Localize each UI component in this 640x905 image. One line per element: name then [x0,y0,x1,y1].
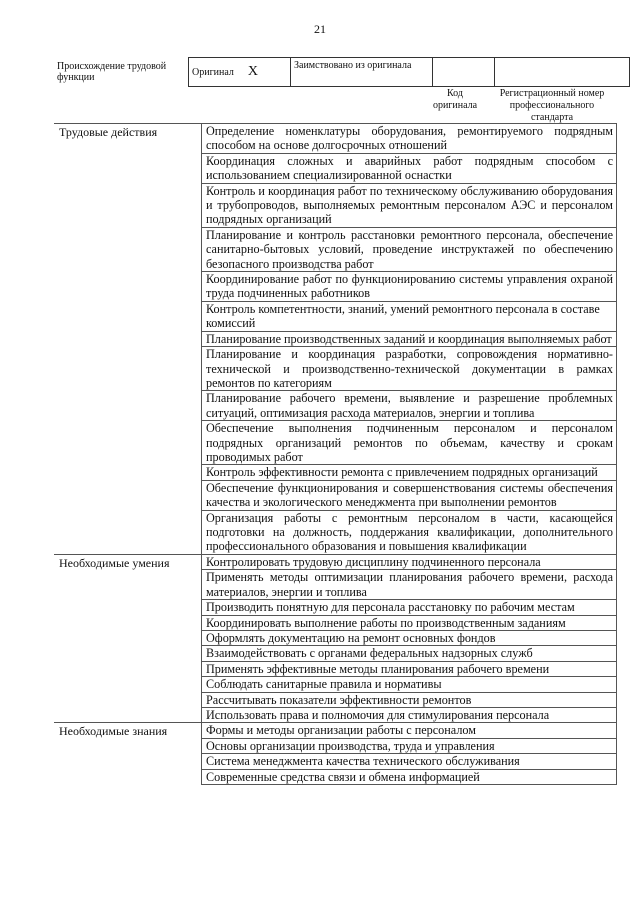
origin-table [54,57,630,87]
item-text: Формы и методы организации работы с персоналом [202,723,617,739]
code-label: Код оригинала [432,88,478,111]
section-cell [54,183,202,227]
table-row [54,272,617,302]
item-text: Обеспечение функционирования и совершенствования системы обеспечения качества и экологического менеджмента при выполнении ремонтов [202,480,617,510]
section-cell [54,153,202,183]
item-text: Планирование и контроль расстановки ремонтного персонала, обеспечение санитарно-бытовых условий, проведение инструктажей по обеспечению безопасного производства работ [202,227,617,271]
item-text: Планирование производственных заданий и координация выполняемых работ [202,331,617,346]
section-cell [54,692,202,707]
item-text: Обеспечение выполнения подчиненным персоналом и персоналом подрядных организаций ремонтов по объемам, качеству и срокам проводимых работ [202,421,617,465]
borrowed-label: Заимствовано из оригинала [291,58,433,87]
table-row [54,769,617,784]
original-cell [189,58,291,87]
table-row [54,738,617,753]
table-row [54,554,617,570]
section-cell [54,677,202,692]
table-row [54,692,617,707]
section-cell [54,769,202,784]
section-cell [54,465,202,480]
section-cell [54,600,202,615]
table-row [54,331,617,346]
item-text: Координировать выполнение работы по производственным заданиям [202,615,617,630]
section-cell [54,421,202,465]
item-text: Координирование работ по функционированию системы управления охраной труда подчиненных работников [202,272,617,302]
table-row [54,723,617,739]
item-text: Организация работы с ремонтным персоналом в части, касающейся подготовки на должность, поддержания квалификации, дополнительного профессионального образования и повышения квалификации [202,510,617,554]
item-text: Использовать права и полномочия для стимулирования персонала [202,707,617,722]
section-title: Необходимые умения [54,554,202,570]
item-text: Современные средства связи и обмена информацией [202,769,617,784]
section-cell [54,646,202,661]
code-cell [433,58,495,87]
section-cell [54,347,202,391]
functions-table [54,123,617,785]
item-text: Координация сложных и аварийных работ подрядным способом с использованием специализированной оснастки [202,153,617,183]
table-row [54,615,617,630]
section-cell [54,301,202,331]
table-row [54,510,617,554]
section-title: Необходимые знания [54,723,202,739]
section-cell [54,615,202,630]
item-text: Рассчитывать показатели эффективности ремонтов [202,692,617,707]
origin-label: Происхождение трудовой функции [54,58,189,87]
section-cell [54,227,202,271]
reg-number-label: Регистрационный номер профессионального стандарта [499,88,605,123]
section-cell [54,661,202,676]
table-row [54,570,617,600]
section-cell [54,707,202,722]
item-text: Контроль и координация работ по техническому обслуживанию оборудования и трубопроводов, выполняемых ремонтным персоналом АЭС и персоналом подрядных организаций [202,183,617,227]
section-cell [54,630,202,645]
item-text: Оформлять документацию на ремонт основных фондов [202,630,617,645]
table-row [54,707,617,722]
item-text: Производить понятную для персонала расстановку по рабочим местам [202,600,617,615]
table-row [54,600,617,615]
section-cell [54,754,202,769]
table-row [54,630,617,645]
table-row [54,124,617,154]
section-cell [54,738,202,753]
table-row [54,227,617,271]
item-text: Планирование и координация разработки, сопровождения нормативно-технической и производственно-технической документации в рамках ремонтов по категориям [202,347,617,391]
table-row [54,677,617,692]
item-text: Контроль эффективности ремонта с привлечением подрядных организаций [202,465,617,480]
table-row [54,465,617,480]
item-text: Основы организации производства, труда и управления [202,738,617,753]
table-row [54,661,617,676]
table-row [54,391,617,421]
reg-number-cell [495,58,630,87]
item-text: Применять методы оптимизации планирования рабочего времени, расхода материалов, энергии и топлива [202,570,617,600]
table-row [54,183,617,227]
section-cell [54,510,202,554]
table-row [54,646,617,661]
table-row [54,153,617,183]
table-row [54,480,617,510]
page-number: 21 [314,22,326,36]
item-text: Взаимодействовать с органами федеральных надзорных служб [202,646,617,661]
item-text: Система менеджмента качества технического обслуживания [202,754,617,769]
table-row [54,301,617,331]
section-title: Трудовые действия [54,124,202,154]
table-row [54,347,617,391]
original-mark: X [247,64,259,79]
item-text: Применять эффективные методы планирования рабочего времени [202,661,617,676]
item-text: Планирование рабочего времени, выявление и разрешение проблемных ситуаций, оптимизация расхода материалов, энергии и топлива [202,391,617,421]
original-label: Оригинал [192,67,234,78]
item-text: Соблюдать санитарные правила и нормативы [202,677,617,692]
item-text: Контроль компетентности, знаний, умений ремонтного персонала в составе комиссий [202,301,617,331]
section-cell [54,570,202,600]
section-cell [54,480,202,510]
section-cell [54,391,202,421]
item-text: Определение номенклатуры оборудования, ремонтируемого подрядным способом на основе долгосрочных отношений [202,124,617,154]
section-cell [54,331,202,346]
table-row [54,754,617,769]
section-cell [54,272,202,302]
table-row [54,421,617,465]
item-text: Контролировать трудовую дисциплину подчиненного персонала [202,554,617,570]
